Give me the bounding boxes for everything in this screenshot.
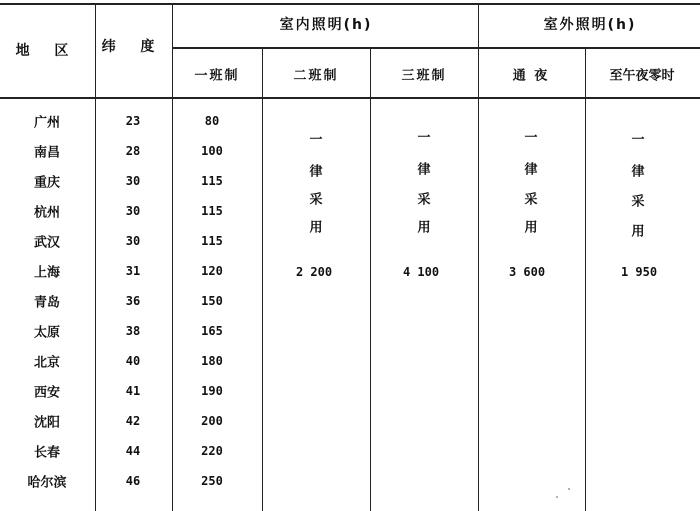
cell-latitude: 40 bbox=[125, 354, 141, 368]
cell-one-shift-hours: 220 bbox=[201, 444, 223, 458]
uniform-char: 一 bbox=[417, 130, 431, 146]
cell-one-shift-hours: 80 bbox=[204, 114, 220, 128]
cell-latitude: 30 bbox=[125, 174, 141, 188]
uniform-char: 用 bbox=[631, 224, 645, 240]
uniform-char: 采 bbox=[417, 192, 431, 208]
two-shift-value: 2 200 bbox=[295, 265, 333, 279]
scan-speck bbox=[556, 496, 558, 498]
cell-latitude: 36 bbox=[125, 294, 141, 308]
header-until-midnight: 至午夜零时 bbox=[609, 68, 675, 84]
cell-latitude: 41 bbox=[125, 384, 141, 398]
col-divider-latitude bbox=[172, 3, 173, 511]
header-two-shift: 二班制 bbox=[293, 68, 339, 84]
all-night-value: 3 600 bbox=[508, 265, 546, 279]
three-shift-value: 4 100 bbox=[402, 265, 440, 279]
cell-region: 西安 bbox=[33, 385, 61, 401]
header-one-shift: 一班制 bbox=[194, 68, 240, 84]
header-three-shift: 三班制 bbox=[401, 68, 447, 84]
uniform-char: 一 bbox=[524, 130, 538, 146]
header-outdoor-lighting: 室外照明(h) bbox=[543, 17, 637, 33]
uniform-char: 用 bbox=[417, 220, 431, 236]
cell-one-shift-hours: 180 bbox=[201, 354, 223, 368]
cell-latitude: 31 bbox=[125, 264, 141, 278]
cell-region: 太原 bbox=[33, 325, 61, 341]
header-latitude: 纬 度 bbox=[101, 39, 165, 55]
header-all-night: 通 夜 bbox=[512, 68, 550, 84]
col-divider-region bbox=[95, 3, 96, 511]
cell-latitude: 38 bbox=[125, 324, 141, 338]
cell-one-shift-hours: 150 bbox=[201, 294, 223, 308]
cell-one-shift-hours: 115 bbox=[201, 174, 223, 188]
cell-region: 武汉 bbox=[33, 235, 61, 251]
header-region: 地 区 bbox=[15, 43, 79, 59]
cell-latitude: 30 bbox=[125, 234, 141, 248]
cell-one-shift-hours: 200 bbox=[201, 414, 223, 428]
cell-one-shift-hours: 190 bbox=[201, 384, 223, 398]
cell-region: 长春 bbox=[33, 445, 61, 461]
cell-region: 沈阳 bbox=[33, 415, 61, 431]
cell-region: 青岛 bbox=[33, 295, 61, 311]
cell-latitude: 46 bbox=[125, 474, 141, 488]
uniform-char: 用 bbox=[309, 220, 323, 236]
cell-region: 广州 bbox=[33, 115, 61, 131]
cell-region: 上海 bbox=[33, 265, 61, 281]
cell-latitude: 42 bbox=[125, 414, 141, 428]
cell-region: 杭州 bbox=[33, 205, 61, 221]
header-indoor-lighting: 室内照明(h) bbox=[279, 17, 373, 33]
uniform-char: 一 bbox=[309, 132, 323, 148]
uniform-char: 采 bbox=[524, 192, 538, 208]
uniform-char: 律 bbox=[524, 162, 538, 178]
cell-one-shift-hours: 120 bbox=[201, 264, 223, 278]
uniform-char: 律 bbox=[417, 162, 431, 178]
table-top-border bbox=[0, 3, 700, 5]
col-divider-all-night bbox=[585, 48, 586, 511]
cell-region: 重庆 bbox=[33, 175, 61, 191]
cell-latitude: 23 bbox=[125, 114, 141, 128]
cell-region: 南昌 bbox=[33, 145, 61, 161]
cell-one-shift-hours: 250 bbox=[201, 474, 223, 488]
cell-region: 哈尔滨 bbox=[27, 475, 67, 491]
cell-one-shift-hours: 100 bbox=[201, 144, 223, 158]
cell-one-shift-hours: 165 bbox=[201, 324, 223, 338]
cell-latitude: 30 bbox=[125, 204, 141, 218]
uniform-char: 用 bbox=[524, 220, 538, 236]
group-header-divider bbox=[172, 47, 700, 49]
header-bottom-border bbox=[0, 97, 700, 99]
uniform-char: 律 bbox=[309, 164, 323, 180]
col-divider-one-shift bbox=[262, 48, 263, 511]
cell-latitude: 28 bbox=[125, 144, 141, 158]
scan-speck bbox=[568, 488, 570, 490]
uniform-char: 律 bbox=[631, 164, 645, 180]
cell-one-shift-hours: 115 bbox=[201, 234, 223, 248]
cell-latitude: 44 bbox=[125, 444, 141, 458]
uniform-char: 采 bbox=[631, 194, 645, 210]
until-midnight-value: 1 950 bbox=[620, 265, 658, 279]
uniform-char: 一 bbox=[631, 132, 645, 148]
cell-one-shift-hours: 115 bbox=[201, 204, 223, 218]
col-divider-two-shift bbox=[370, 48, 371, 511]
cell-region: 北京 bbox=[33, 355, 61, 371]
uniform-char: 采 bbox=[309, 192, 323, 208]
col-divider-indoor-outdoor bbox=[478, 3, 479, 511]
